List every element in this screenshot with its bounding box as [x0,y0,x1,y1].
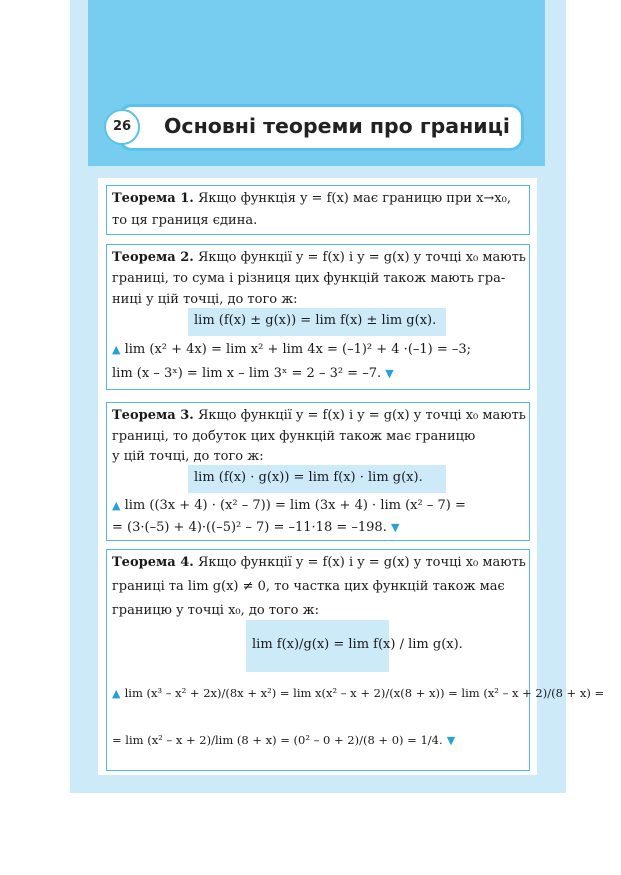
example-end-icon: ▼ [385,367,394,380]
theorem-4-formula: lim f(x)/g(x) = lim f(x) / lim g(x). [252,637,463,652]
theorem-1-label: Теорема 1. [112,191,194,206]
page-number: 26 [104,109,140,145]
theorem-4-example-2: = lim (x² – x + 2)/lim (8 + x) = (0² – 0 + 2)/(8 + 0) = 1/4. ▼ [112,733,456,747]
theorem-4-label: Теорема 4. [112,555,194,570]
theorem-2-formula: lim (f(x) ± g(x)) = lim f(x) ± lim g(x). [194,313,437,328]
theorem-3-line-1: Теорема 3. Якщо функції y = f(x) і y = g(x) у точці x₀ мають [112,408,526,423]
theorem-3-example-2: = (3·(–5) + 4)·((–5)² – 7) = –11·18 = –198. ▼ [112,520,400,535]
theorem-2-line-1: Теорема 2. Якщо функції y = f(x) і y = g(x) у точці x₀ мають [112,250,526,265]
theorem-2-line-3: ниці у цій точці, до того ж: [112,292,298,307]
example-start-icon: ▲ [112,687,121,700]
page-title: Основні теореми про границі [164,114,510,138]
theorem-2-line-2: границі, то сума і різниця цих функцій також мають гра- [112,271,506,286]
theorem-3-example-1: ▲ lim ((3x + 4) · (x² – 7)) = lim (3x + 4) · lim (x² – 7) = [112,498,466,513]
example-end-icon: ▼ [390,521,400,534]
theorem-3-label: Теорема 3. [112,408,194,423]
theorem-1-line-1: Теорема 1. Якщо функція y = f(x) має границю при x→x₀, [112,191,511,206]
theorem-2-example-2: lim (x – 3ˣ) = lim x – lim 3ˣ = 2 – 3² = –7. ▼ [112,366,394,381]
example-end-icon: ▼ [446,734,456,747]
theorem-3-line-2: границі, то добуток цих функцій також має границю [112,429,476,444]
theorem-1-line-2: то ця границя єдина. [112,213,258,228]
theorem-4-line-2: границі та lim g(x) ≠ 0, то частка цих функцій також має [112,579,505,594]
example-start-icon: ▲ [112,499,121,512]
theorem-4-line-3: границю у точці x₀, до того ж: [112,603,319,618]
theorem-4-line-1: Теорема 4. Якщо функції y = f(x) і y = g(x) у точці x₀ мають [112,555,526,570]
theorem-2-example-1: ▲ lim (x² + 4x) = lim x² + lim 4x = (–1)² + 4 ·(–1) = –3; [112,342,472,357]
theorem-3-line-3: у цій точці, до того ж: [112,449,264,464]
theorem-2-label: Теорема 2. [112,250,194,265]
theorem-3-formula: lim (f(x) · g(x)) = lim f(x) · lim g(x). [194,470,423,485]
example-start-icon: ▲ [112,343,121,356]
theorem-4-example-1: ▲ lim (x³ – x² + 2x)/(8x + x²) = lim x(x² – x + 2)/(x(8 + x)) = lim (x² – x + 2)/(8 + x) = [112,686,605,700]
